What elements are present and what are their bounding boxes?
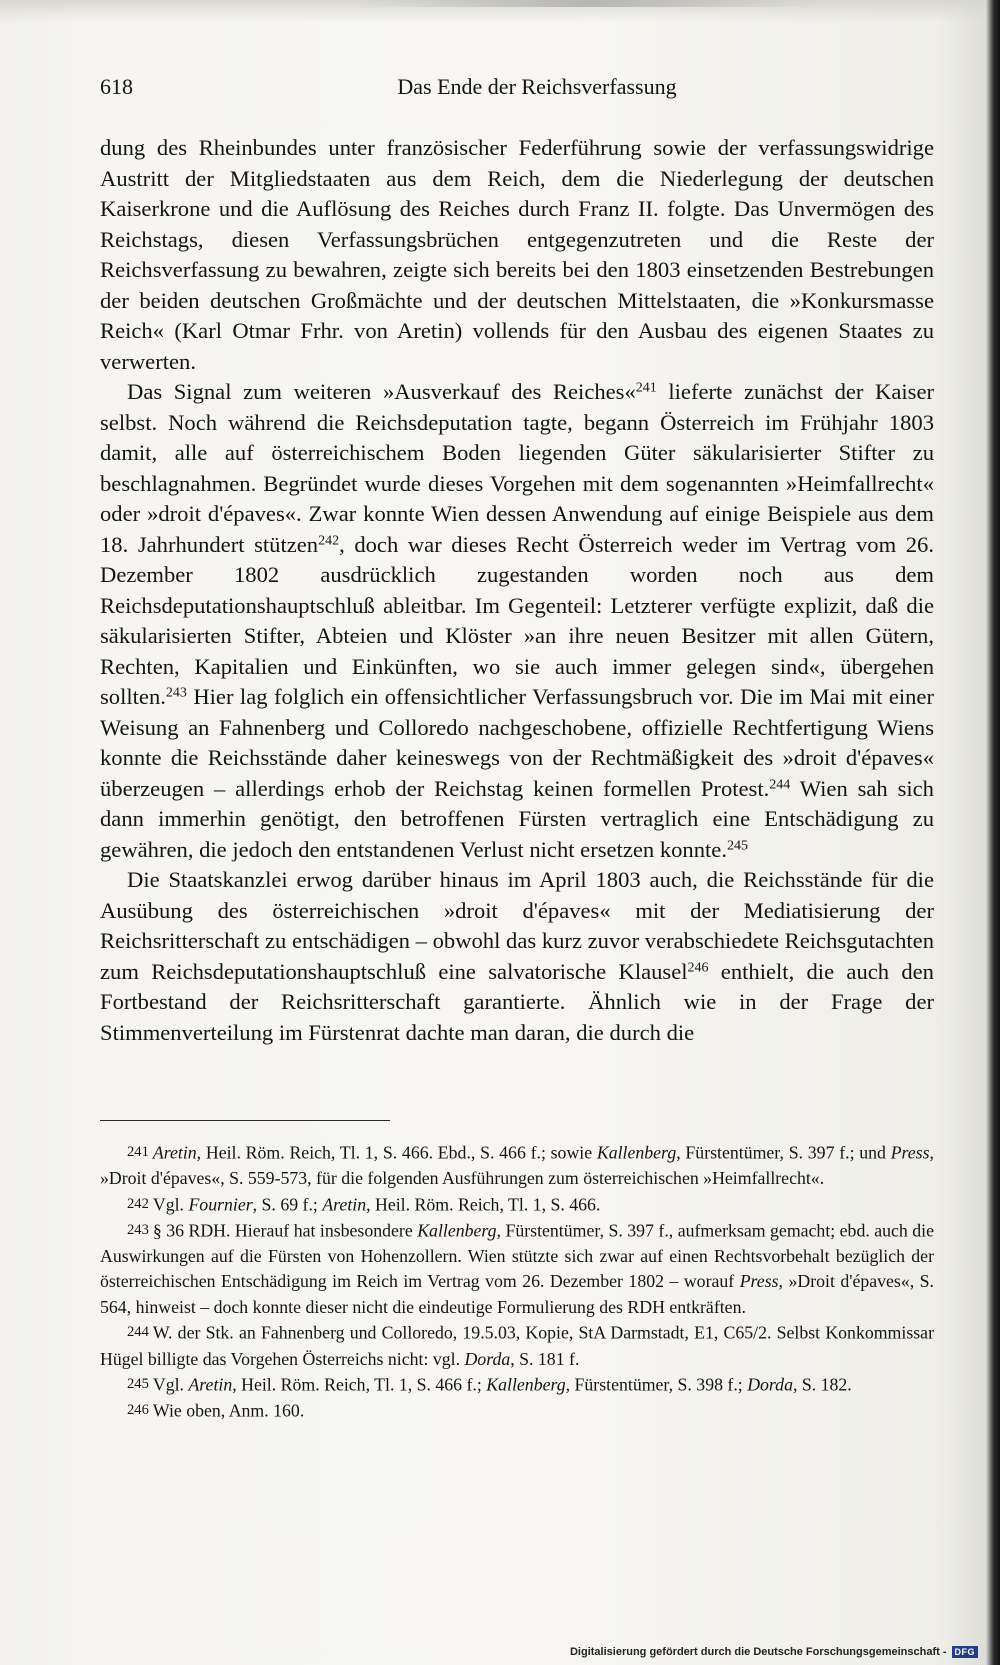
footnote-number: 243: [127, 1221, 149, 1238]
paragraph-1: dung des Rheinbundes unter französischer Federführung sowie der verfassungswidrige Austritt der Mitgliedstaaten aus dem Reich, dem die Niederlegung der deutschen Kaiserkrone und die Auflösung des Reiches durch Franz II. folgte. Das Unvermögen des Reichstags, diesen Verfassungsbrüchen entgegenzutreten und die Reste der Reichsverfassung zu bewahren, zeigte sich bereits bei den 1803 einsetzenden Bestrebungen der beiden deutschen Großmächte und der deutschen Mittelstaaten, die »Konkursmasse Reich« (Karl Otmar Frhr. von Aretin) vollends für den Ausbau des eigenen Staates zu verwerten.: [100, 135, 934, 374]
paragraph-3: Die Staatskanzlei erwog darüber hinaus im April 1803 auch, die Reichsstände für die Ausübung des österreichischen »droit d'épaves« mit der Mediatisierung der Reichsritterschaft zu entschädigen – obwohl das kurz zuvor verabschiedete Reichsgutachten zum Reichsdeputationshauptschluß eine salvatorische Klausel$^{246}$ enthielt, die auch den Fortbestand der Reichsritterschaft garantierte. Ähnlich wie in der Frage der Stimmenverteilung im Fürstenrat dachte man daran, die durch die: [100, 867, 934, 1045]
body-text: [100, 133, 934, 1048]
digitization-credit: [570, 1643, 978, 1661]
footnote-ref-246[interactable]: 246: [687, 959, 709, 975]
footnote-246: 246 Wie oben, Anm. 160.: [100, 1398, 934, 1424]
footnote-divider: [100, 1120, 390, 1121]
footnote-244: 244 W. der Stk. an Fahnenberg und Colloredo, 19.5.03, Kopie, StA Darmstadt, E1, C65/2. Selbst Konkommissar Hügel billigte das Vorgehen Österreichs nicht: vgl. Dorda, S. 181 f.: [100, 1320, 934, 1372]
footnote-number: 241: [127, 1144, 149, 1160]
footnote-ref-245[interactable]: 245: [726, 837, 748, 853]
footnote-242: 242 Vgl. Fournier, S. 69 f.; Aretin, Heil. Röm. Reich, Tl. 1, S. 466.: [100, 1192, 934, 1218]
credit-text: Digitalisierung gefördert durch die Deutsche Forschungsgemeinschaft -: [569, 1646, 947, 1658]
footnote-number: 242: [127, 1195, 149, 1212]
footnote-number: 246: [127, 1402, 149, 1419]
footnotes: [100, 1140, 934, 1424]
page-top-mark: [360, 0, 820, 7]
footnote-ref-242[interactable]: 242: [318, 532, 340, 548]
running-head: Das Ende der Reichsverfassung: [397, 74, 677, 99]
footnote-245: 245 Vgl. Aretin, Heil. Röm. Reich, Tl. 1, S. 466 f.; Kallenberg, Fürstentümer, S. 398 f.; Dorda, S. 182.: [100, 1372, 934, 1398]
footnote-ref-244[interactable]: 244: [769, 776, 791, 792]
dfg-logo: DFG: [952, 1646, 979, 1658]
page-number: 618: [100, 74, 133, 99]
paragraph-2: Das Signal zum weiteren »Ausverkauf des Reiches«$^{241}$ lieferte zunächst der Kaiser selbst. Noch während die Reichsdeputation tagte, begann Österreich im Frühjahr 1803 damit, alle auf österreichischem Boden liegenden Güter säkularisierter Stifter zu beschlagnahmen. Begründet wurde dieses Vorgehen mit dem sogenannten »Heimfallrecht« oder »droit d'épaves«. Zwar konnte Wien dessen Anwendung auf einige Beispiele aus dem 18. Jahrhundert stützen$^{242}$, doch war dieses Recht Österreich weder im Vertrag vom 26. Dezember 1802 ausdrücklich zugestanden worden noch aus dem Reichsdeputationshauptschluß ableitbar. Im Gegenteil: Letzterer verfügte explizit, daß die säkularisierten Stifter, Abteien und Klöster »an ihre neuen Besitzer mit allen Gütern, Rechten, Kapitalien und Einkünften, wo sie auch immer gelegen sind«, übergehen sollten.$^{243}$ Hier lag folglich ein offensichtlicher Verfassungsbruch vor. Die im Mai mit einer Weisung an Fahnenberg und Colloredo nachgeschobene, offizielle Rechtfertigung Wiens konnte die Reichsstände daher keineswegs von der Rechtmäßigkeit des »droit d'épaves« überzeugen – allerdings erhob der Reichstag keinen formellen Protest.$^{244}$ Wien sah sich dann immerhin genötigt, den betroffenen Fürsten vertraglich eine Entschädigung zu gewähren, die jedoch den entstandenen Verlust nicht ersetzen konnte.$^{245}$: [100, 379, 934, 862]
footnote-ref-243[interactable]: 243: [165, 685, 187, 701]
footnote-number: 245: [127, 1376, 149, 1392]
page-header: [100, 74, 934, 104]
footnote-number: 244: [127, 1324, 149, 1341]
footnote-243: 243 § 36 RDH. Hierauf hat insbesondere Kallenberg, Fürstentümer, S. 397 f., aufmerksam gemacht; ebd. auch die Auswirkungen auf die Fürsten von Hohenzollern. Wien stützte sich zwar auf einen Rechtsvorbehalt bezüglich der österreichischen Entschädigung im Reich im Vertrag vom 26. Dezember 1802 – worauf Press, »Droit d'épaves«, S. 564, hinweist – doch konnte dieser nicht die eindeutige Formulierung des RDH entkräften.: [100, 1218, 934, 1321]
footnote-241: 241 Aretin, Heil. Röm. Reich, Tl. 1, S. 466. Ebd., S. 466 f.; sowie Kallenberg, Fürstentümer, S. 397 f.; und Press, »Droit d'épaves«, S. 559-573, für die folgenden Ausführungen zum österreichischen »Heimfallrecht«.: [100, 1140, 934, 1192]
footnote-ref-241[interactable]: 241: [635, 380, 657, 396]
page-binding-shadow: [986, 0, 1000, 1665]
